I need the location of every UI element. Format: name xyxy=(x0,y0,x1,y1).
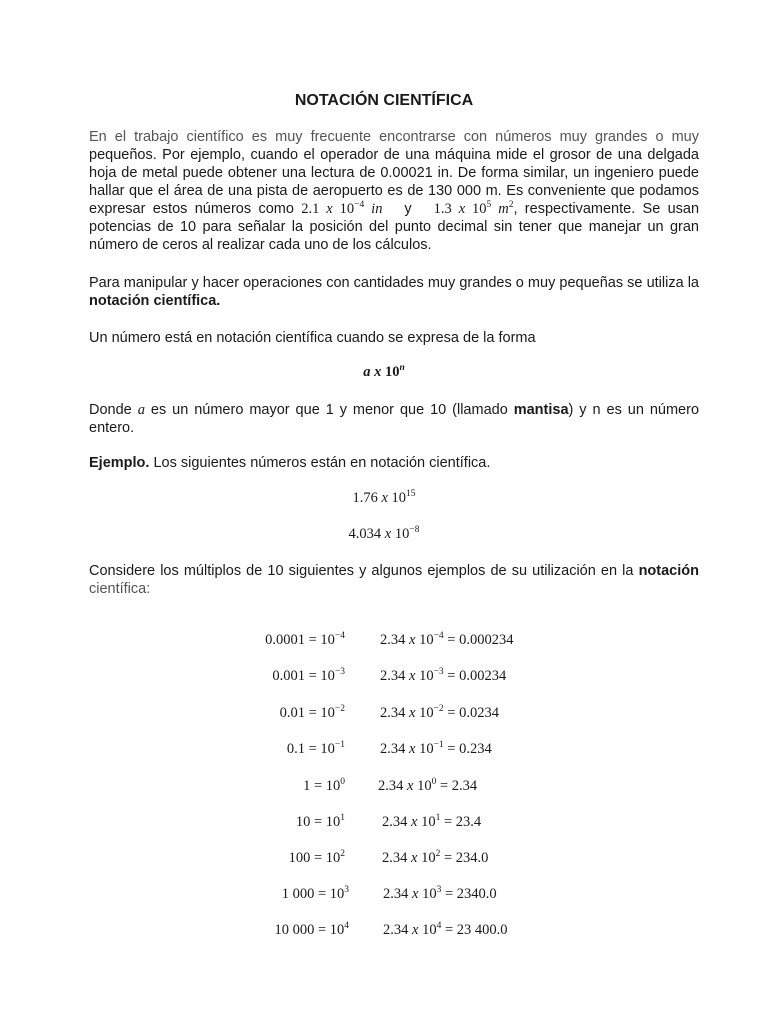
power-right: 2.34 x $10^{-4} = 0.000234$ xyxy=(380,631,514,648)
expr2-ten: 10 xyxy=(472,201,487,217)
intro-text: pequeños. Por ejemplo, cuando el operador de una máquina mide el grosor de una delgada hoja de metal puede obtener una lectura de 0.00021 in. De forma similar, un ingeniero puede hallar que el área de una pista de aeropuerto es de 130 000 m. Es conveniente que podamos expresar estos números como xyxy=(89,147,699,217)
form-a: a xyxy=(363,364,371,380)
power-left: $0.0001 = 10^{-4}$ xyxy=(265,631,345,648)
usage-text: Para manipular y hacer operaciones con cantidades muy grandes o muy pequeñas se utiliza la xyxy=(89,275,699,291)
power-left: 10 $000 = 10^4$ xyxy=(274,921,349,938)
expr1-ten: 10 xyxy=(339,201,355,217)
power-right: 2.34 x $10^4 = 23$ 400.0 xyxy=(383,921,508,938)
usage-bold-term: notación científica. xyxy=(89,293,221,309)
example-text: Los siguientes números están en notación científica. xyxy=(153,455,491,471)
form-x: x xyxy=(374,364,382,380)
form-ten: 10 xyxy=(384,364,400,380)
multiples-text: Considere los múltiplos de 10 siguientes y algunos ejemplos de su utilización en la xyxy=(89,563,634,579)
example-1-exponent: 15 xyxy=(406,489,416,499)
example-2-x: x xyxy=(384,526,392,542)
example-2-exponent: −8 xyxy=(409,525,420,535)
multiples-bold: notación xyxy=(638,563,699,579)
power-left: $1 = 10^0$ xyxy=(303,777,345,794)
mantissa-mid: es un número mayor que 1 y menor que 10 (llamado xyxy=(150,402,508,418)
mantissa-paragraph xyxy=(89,401,699,437)
mantissa-post: ) y n es un número entero. xyxy=(89,402,700,436)
power-left: $0.01 = 10^{-2}$ xyxy=(279,704,345,721)
intro-tail: , respectivamente. Se usan potencias de 10 para señalar la posición del punto decimal sin tener que manejar un gran número de ceros al realizar cada uno de los cálculos. xyxy=(89,201,700,253)
power-right: 2.34 x $10^1 = 23.4$ xyxy=(382,813,482,830)
connector-word: y xyxy=(404,201,412,217)
example-1-x: x xyxy=(381,490,388,506)
definition-paragraph xyxy=(89,329,699,347)
multiples-light: científica: xyxy=(89,581,151,597)
usage-paragraph xyxy=(89,274,699,310)
power-right: 2.34 x $10^{-1} = 0.234$ xyxy=(380,740,492,757)
expr2-unit: m xyxy=(498,201,509,217)
example-1-base: 1.76 xyxy=(352,490,378,506)
example-label: Ejemplo. xyxy=(89,455,150,471)
definition-text: Un número está en notación científica cuando se expresa de la forma xyxy=(89,330,536,346)
power-left: 1 $000 = 10^3$ xyxy=(281,885,349,902)
example-2-ten: 10 xyxy=(394,526,410,542)
expr2-x: x xyxy=(458,201,466,217)
expr2-exponent: 5 xyxy=(486,200,492,210)
expr1-x: x xyxy=(326,201,333,217)
example-2 xyxy=(0,526,768,543)
general-form xyxy=(0,364,768,381)
expression-2 xyxy=(434,201,514,217)
form-n: n xyxy=(399,363,405,373)
page-title: NOTACIÓN CIENTÍFICA xyxy=(294,92,474,109)
expr2-base: 1.3 xyxy=(433,201,452,217)
mantissa-pre: Donde xyxy=(89,402,132,418)
power-left: $100 = 10^2$ xyxy=(288,849,345,866)
expr1-base: 2.1 xyxy=(301,201,320,217)
intro-first-line: En el trabajo científico es muy frecuente encontrarse con números muy grandes o muy xyxy=(89,129,699,145)
intro-paragraph xyxy=(89,128,699,254)
example-2-base: 4.034 xyxy=(348,526,382,542)
expression-1 xyxy=(301,201,382,217)
expr1-unit: in xyxy=(371,201,383,217)
multiples-paragraph xyxy=(89,562,699,598)
power-right: 2.34 x $10^3 = 2340.0$ xyxy=(383,885,497,902)
power-right: 2.34 x $10^{-2} = 0.0234$ xyxy=(380,704,499,721)
expr2-unit-exponent: 2 xyxy=(508,200,514,210)
mantissa-bold: mantisa xyxy=(513,402,569,418)
power-left: $0.001 = 10^{-3}$ xyxy=(272,667,345,684)
mantissa-a: a xyxy=(137,402,145,418)
power-right: 2.34 x $10^{-3} = 0.00234$ xyxy=(380,667,507,684)
power-right: 2.34 x $10^0 = 2.34$ xyxy=(378,777,478,794)
expr1-exponent: −4 xyxy=(354,200,365,210)
example-1 xyxy=(0,490,768,507)
power-right: 2.34 x $10^2 = 234.0$ xyxy=(382,849,489,866)
power-left: $10 = 10^1$ xyxy=(295,813,345,830)
power-left: $0.1 = 10^{-1}$ xyxy=(286,740,345,757)
example-paragraph xyxy=(89,454,699,472)
example-1-ten: 10 xyxy=(391,490,407,506)
